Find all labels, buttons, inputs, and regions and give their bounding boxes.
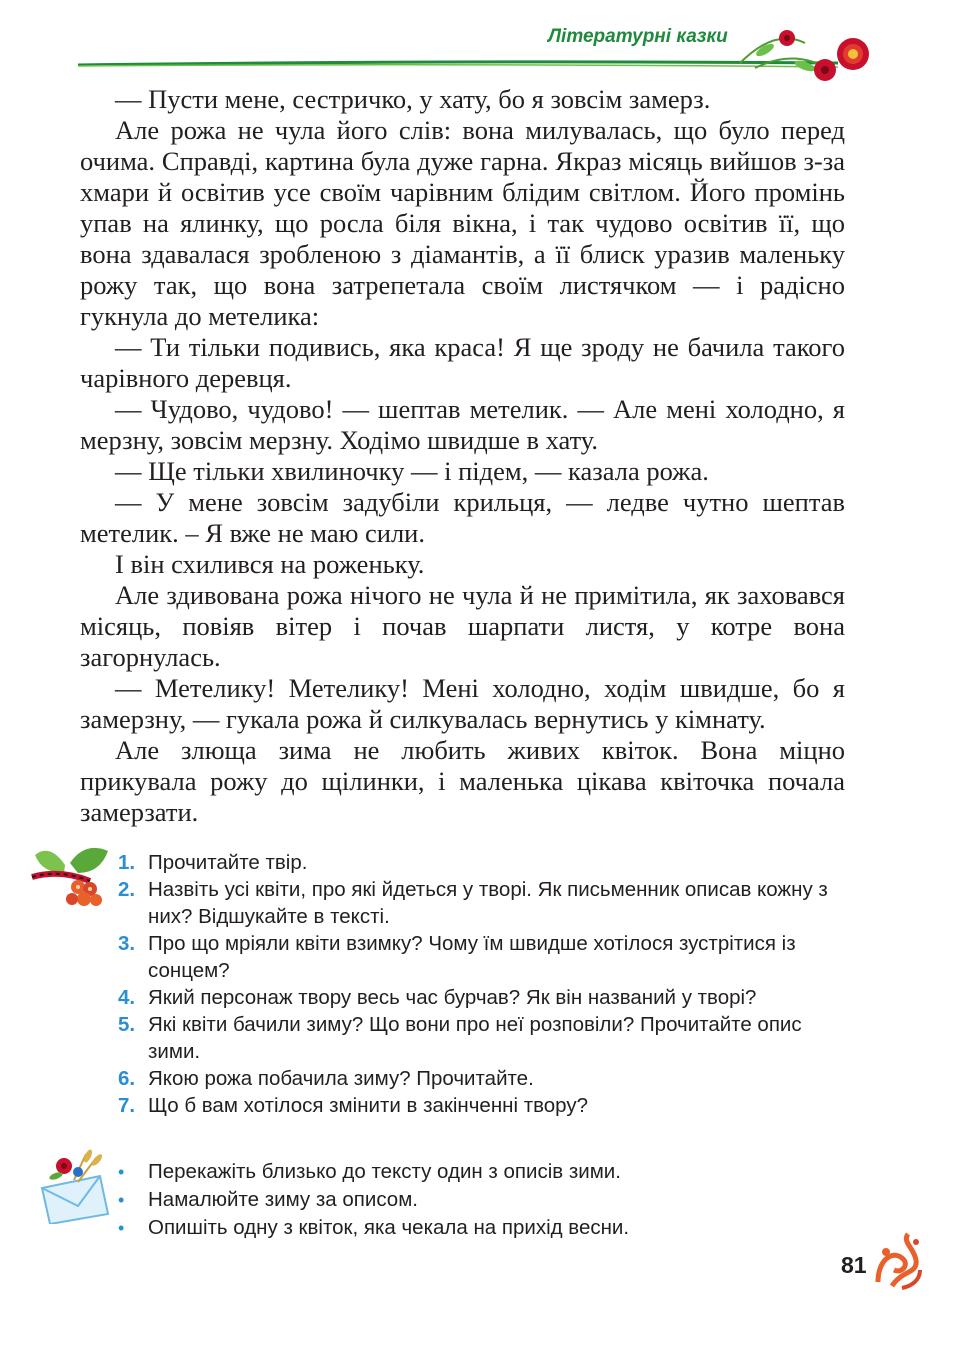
header-stem-line [78,58,838,72]
question-text: Назвіть усі квіти, про які йдеться у творі. Як письменник описав кожну з них? Відшукайте в тексті. [148,878,828,928]
question-number: 3. [118,932,136,955]
bullet: • [118,1190,125,1210]
question-text: Що б вам хотілося змінити в закінченні твору? [148,1094,588,1117]
story-paragraph: — У мене зовсім задубіли крильця, — ледве чутно шептав метелик. – Я вже не маю сили. [80,487,845,548]
tasks-list [118,1158,846,1242]
question-item [118,984,846,1011]
story-paragraph: — Чудово, чудово! — шептав метелик. — Але мені холодно, я мерзну, зовсім мерзну. Ходімо швидше в хату. [80,394,845,455]
section-title: Літературні казки [548,26,728,47]
story-paragraph: — Метелику! Метелику! Мені холодно, ходім швидше, бо я замерзну, — гукала рожа й силкувалась вернутись у кімнату. [80,673,845,734]
envelope-flowers-icon [34,1148,120,1224]
orange-ornament-icon [872,1230,924,1292]
question-number: 1. [118,851,136,874]
questions-list [118,849,846,1119]
question-text: Прочитайте твір. [148,851,308,874]
question-text: Який персонаж твору весь час бурчав? Як він названий у творі? [148,986,757,1009]
question-text: Якою рожа побачила зиму? Прочитайте. [148,1067,534,1090]
task-text: Опишіть одну з квіток, яка чекала на прихід весни. [148,1216,630,1239]
question-item [118,930,846,984]
story-paragraph: І він схилився на роженьку. [115,549,425,579]
task-item [118,1214,846,1242]
bullet: • [118,1218,125,1238]
viburnum-berries-icon [30,843,118,913]
question-number: 2. [118,878,136,901]
bullet: • [118,1162,125,1182]
question-item [118,1011,846,1065]
task-text: Намалюйте зиму за описом. [148,1188,418,1211]
story-paragraph: — Ще тільки хвилиночку — і підем, — казала рожа. [115,456,709,486]
question-number: 7. [118,1094,136,1117]
page-number: 81 [841,1252,867,1278]
story-paragraph: Але здивована рожа нічого не чула й не примітила, як заховався місяць, повіяв вітер і почав шарпати листя, у котре вона загорнулась. [80,580,845,672]
story-paragraph: — Ти тільки подивись, яка краса! Я ще зроду не бачила такого чарівного деревця. [80,332,845,393]
question-text: Про що мріяли квіти взимку? Чому їм швидше хотілося зустрітися із сонцем? [148,932,796,982]
story-paragraph: Але злюща зима не любить живих квіток. Вона міцно прикувала рожу до щілинки, і маленька цікава квіточка почала замерзати. [80,735,845,827]
task-text: Перекажіть близько до тексту один з описів зими. [148,1160,621,1183]
question-item [118,849,846,876]
question-number: 6. [118,1067,136,1090]
task-item [118,1186,846,1214]
story-text [80,84,845,828]
question-item [118,1092,846,1119]
question-item [118,876,846,930]
red-flowers-icon [735,18,885,88]
question-text: Які квіти бачили зиму? Що вони про неї розповіли? Прочитайте опис зими. [148,1013,802,1063]
task-item [118,1158,846,1186]
question-number: 5. [118,1013,136,1036]
question-number: 4. [118,986,136,1009]
story-paragraph: Але рожа не чула його слів: вона милувалась, що було перед очима. Справді, картина була дуже гарна. Якраз місяць вийшов з-за хмари й освітив усе своїм чарівним блідим світлом. Його промінь упав на ялинку, що росла біля вікна, і так чудово освітив її, що вона здавалася зробленою з діамантів, а її блиск уразив маленьку рожу так, що вона затрепетала своїм листячком — і радісно гукнула до метелика: [80,115,845,331]
story-paragraph: — Пусти мене, сестричко, у хату, бо я зовсім замерз. [115,84,711,114]
question-item [118,1065,846,1092]
